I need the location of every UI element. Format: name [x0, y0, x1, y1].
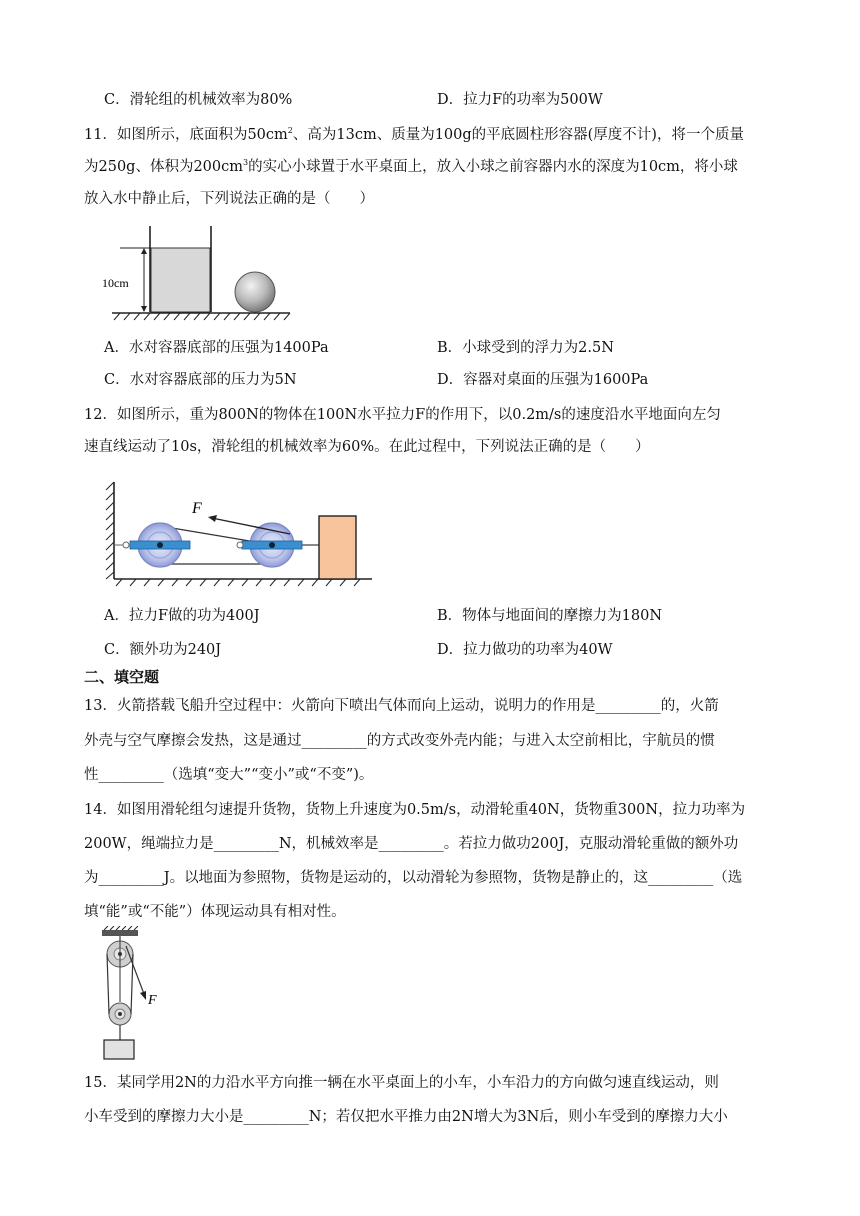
q10-option-d: D．拉力F的功率为500W [437, 92, 603, 108]
q14-line3: 为_________J。以地面为参照物，货物是运动的，以动滑轮为参照物，货物是静止的，这_________（选 [84, 870, 743, 886]
section-heading-fill-in: 二、填空题 [84, 668, 160, 686]
q15-line1: 15．某同学用2N的力沿水平方向推一辆在水平桌面上的小车，小车沿力的方向做匀速直线运动，则 [84, 1075, 719, 1091]
q11-option-b: B．小球受到的浮力为2.5N [437, 340, 614, 356]
q12-option-a: A．拉力F做的功为400J [104, 608, 260, 624]
q12-stem-line2: 速直线运动了10s，滑轮组的机械效率为60%。在此过程中，下列说法正确的是（ ） [84, 439, 650, 455]
q11-fig-label: 10cm [102, 276, 129, 290]
q11-stem-line3: 放入水中静止后，下列说法正确的是（ ） [84, 191, 374, 207]
q11-container-ball-figure [100, 220, 300, 326]
q15-line2: 小车受到的摩擦力大小是_________N；若仅把水平推力由2N增大为3N后，则小车受到的摩擦力大小 [84, 1109, 728, 1125]
q14-line1: 14．如图用滑轮组匀速提升货物，货物上升速度为0.5m/s，动滑轮重40N，货物重300N，拉力功率为 [84, 802, 746, 818]
q14-pulley-figure [96, 926, 166, 1062]
q12-stem-line1: 12．如图所示，重为800N的物体在100N水平拉力F的作用下，以0.2m/s的速度沿水平地面向左匀 [84, 407, 721, 423]
q13-line1: 13．火箭搭载飞船升空过程中：火箭向下喷出气体而向上运动，说明力的作用是_________的，火箭 [84, 698, 719, 714]
q10-option-c: C．滑轮组的机械效率为80% [104, 92, 293, 108]
q13-line2: 外壳与空气摩擦会发热，这是通过_________的方式改变外壳内能；与进入太空前相比，宇航员的惯 [84, 733, 715, 749]
q14-force-label: F [148, 993, 157, 1008]
superscript-3: 3 [243, 158, 249, 168]
q14-line4: 填“能”或“不能”）体现运动具有相对性。 [84, 904, 346, 920]
q14-line2: 200W，绳端拉力是_________N，机械效率是_________。若拉力做功200J，克服动滑轮重做的额外功 [84, 836, 739, 852]
q12-option-c: C．额外功为240J [104, 642, 222, 658]
q12-force-label: F [192, 500, 202, 517]
q11-option-d: D．容器对桌面的压强为1600Pa [437, 372, 649, 388]
q12-option-b: B．物体与地面间的摩擦力为180N [437, 608, 663, 624]
q11-option-c: C．水对容器底部的压力为5N [104, 372, 297, 388]
q11-option-a: A．水对容器底部的压强为1400Pa [104, 340, 329, 356]
q12-option-d: D．拉力做功的功率为40W [437, 642, 613, 658]
superscript-2: 2 [287, 126, 293, 136]
q13-line3: 性_________（选填“变大”“变小”或“不变”)。 [84, 767, 374, 783]
q12-pulley-figure [100, 478, 380, 588]
q11-stem-line1: 11．如图所示，底面积为$50cm^2$、高为13cm、质量为100g的平底圆柱形容器(厚度不计)，将一个质量 [84, 126, 744, 143]
q11-stem-line2: 为250g、体积为$200cm^3$的实心小球置于水平桌面上，放入小球之前容器内水的深度为10cm，将小球 [84, 158, 738, 175]
